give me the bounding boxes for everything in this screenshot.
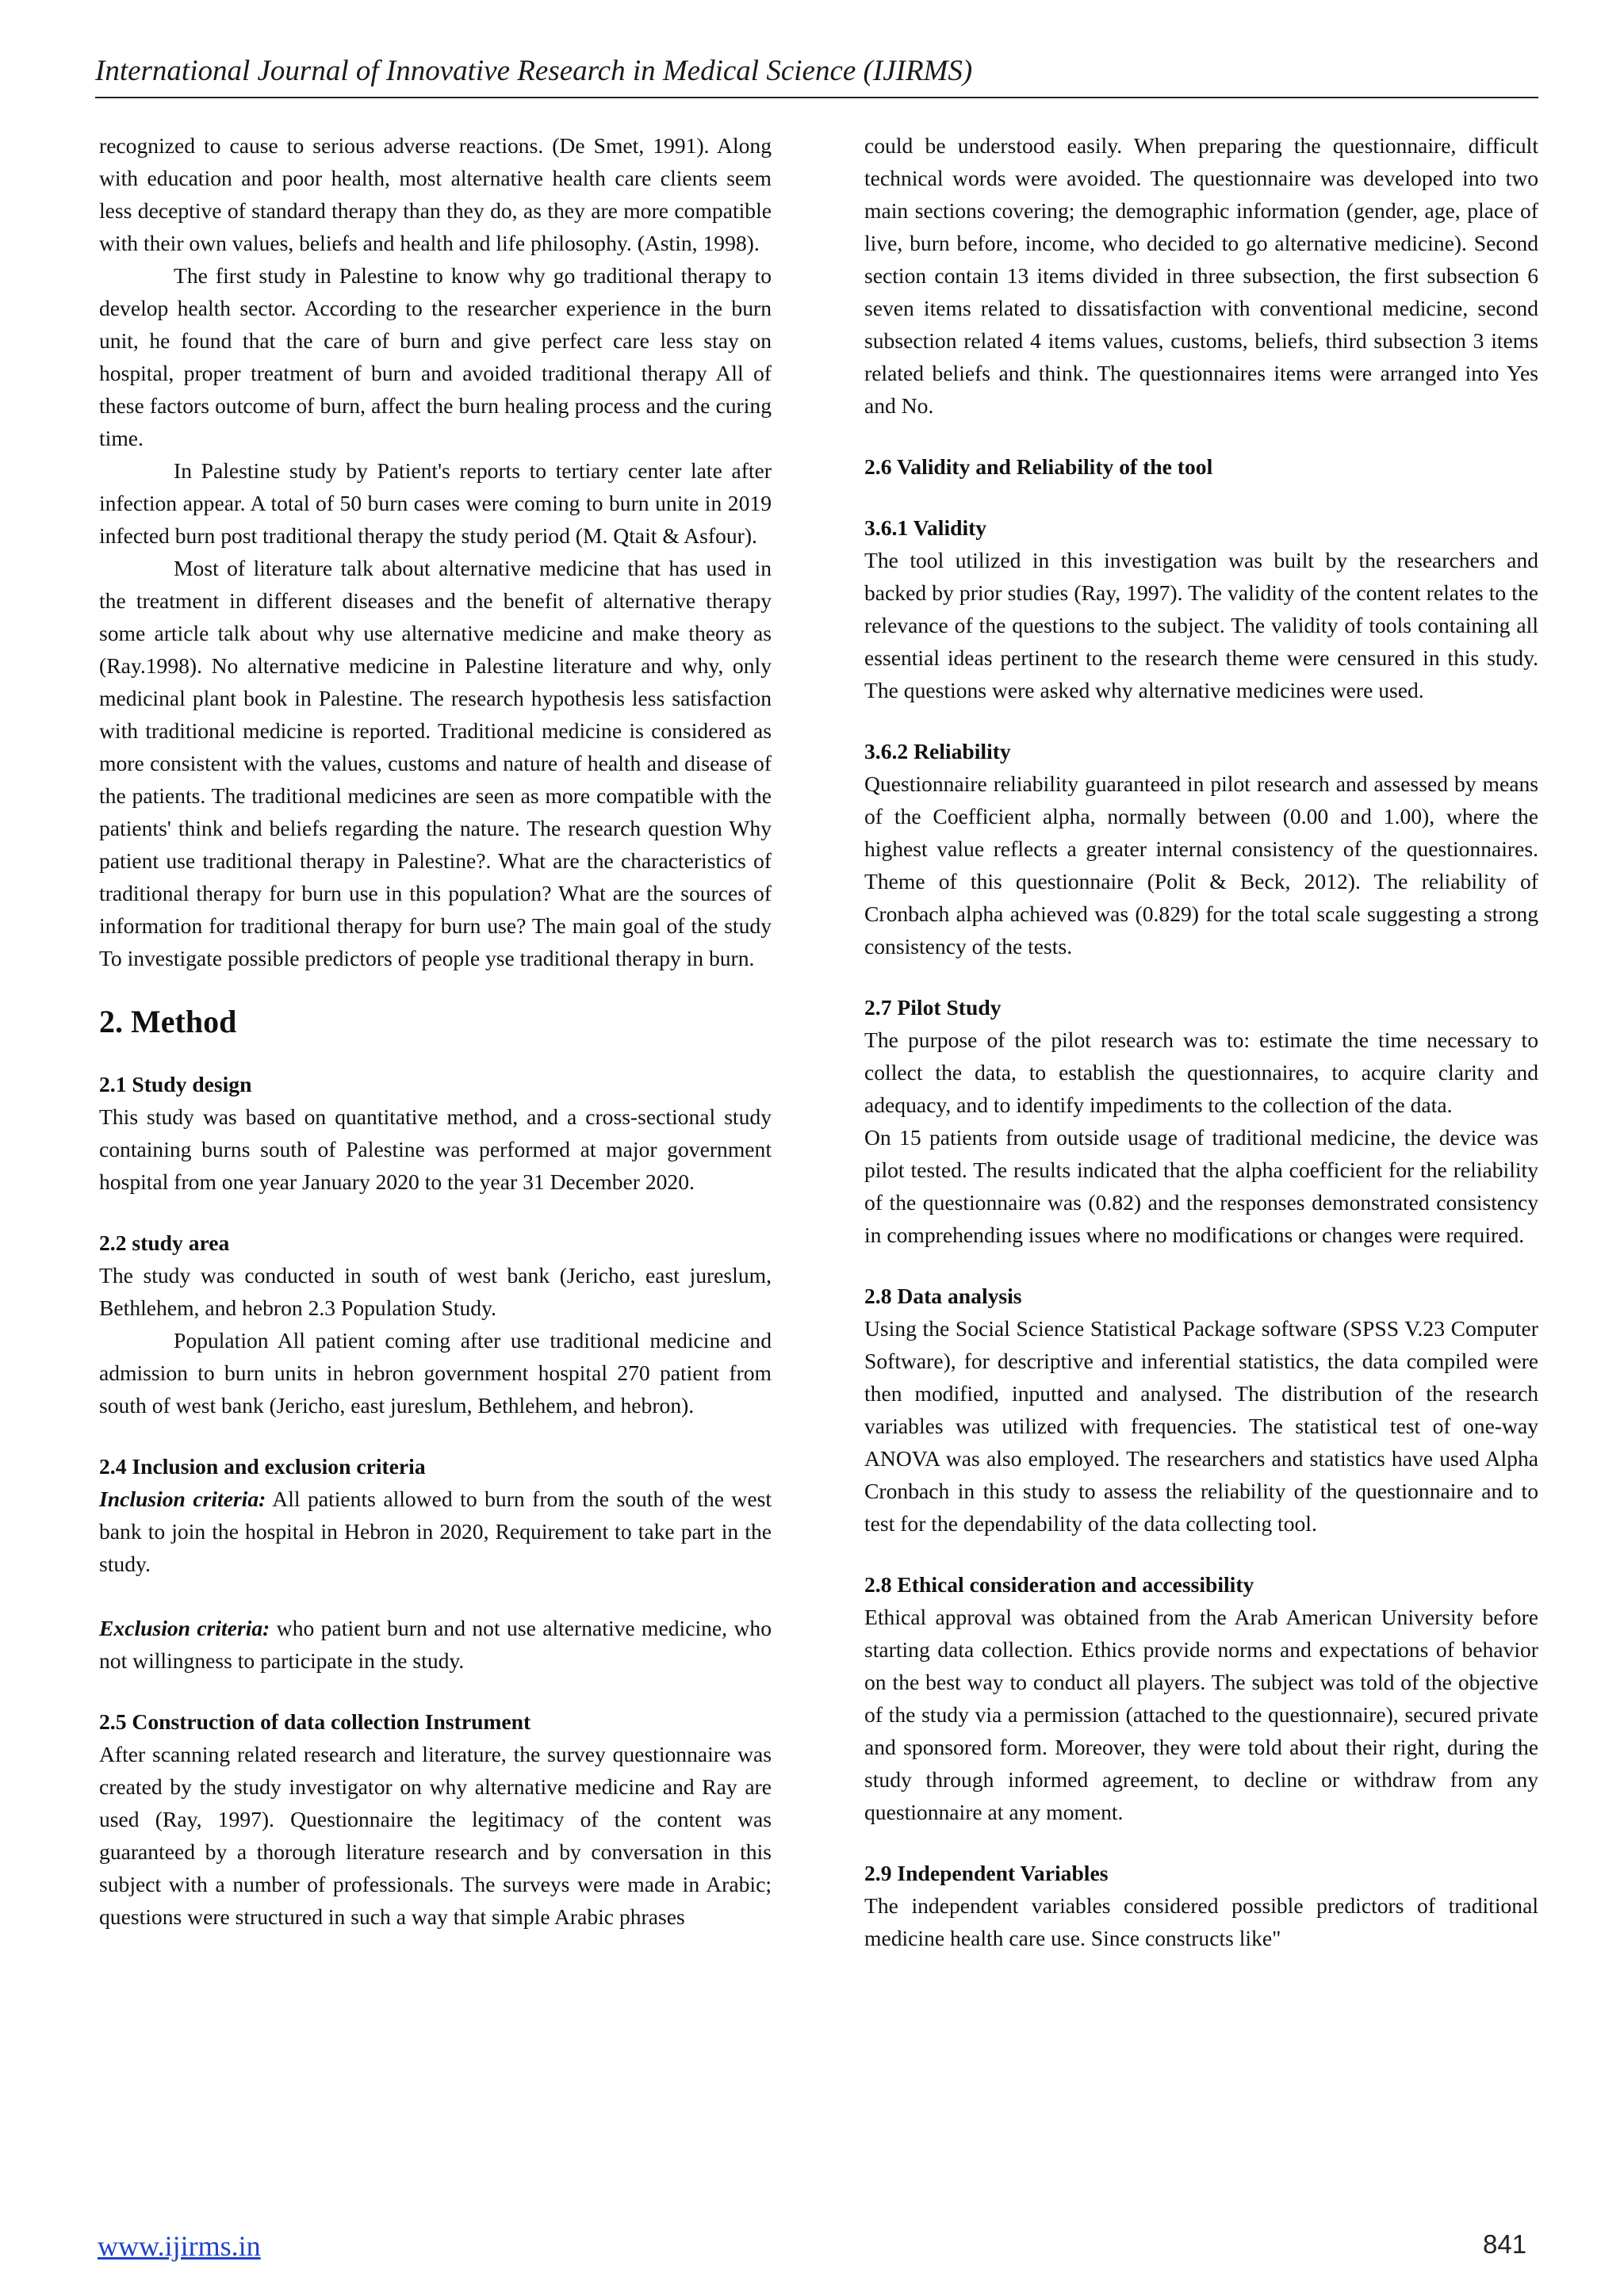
page-number: 841 bbox=[1483, 2229, 1527, 2259]
paragraph: This study was based on quantitative method, and a cross-sectional study containing burns south of Palestine was performed at major government hospital from one year January 2020 to the year 31 December 2020. bbox=[99, 1104, 772, 1194]
subsection-heading-pilot-study: 2.7 Pilot Study bbox=[864, 995, 1002, 1020]
paragraph: could be understood easily. When preparing the questionnaire, difficult technical words were avoided. The questionnaire was developed into two main sections covering; the demographic information (gender, age, place of live, burn before, income, who decided to go alternative medicine). Second section contain 13 items divided in three subsection, the first subsection 6 seven items related to dissatisfaction with conventional medicine, second subsection related 4 items values, customs, beliefs, third subsection 3 items related beliefs and think. The questionnaires items were arranged into Yes and No. bbox=[864, 133, 1538, 418]
subsection-heading-validity-reliability: 2.6 Validity and Reliability of the tool bbox=[864, 454, 1213, 479]
website-link[interactable]: www.ijirms.in bbox=[98, 2230, 261, 2262]
paragraph: Most of literature talk about alternative medicine that has used in the treatment in different diseases and the benefit of alternative therapy some article talk about why use alternative medicine and make theory as (Ray.1998). No alternative medicine in Palestine literature and why, only medicinal plant book in Palestine. The research hypothesis less satisfaction with traditional medicine is reported. Traditional medicine is considered as more consistent with the values, customs and nature of health and disease of the patients. The traditional medicines are seen as more compatible with the patients' think and beliefs regarding the nature. The research question Why patient use traditional therapy in Palestine?. What are the characteristics of traditional therapy for burn use in this population? What are the sources of information for traditional therapy for burn use? The main goal of the study To investigate possible predictors of people yse traditional therapy in burn. bbox=[99, 556, 772, 970]
paragraph: Questionnaire reliability guaranteed in pilot research and assessed by means of the Coefficient alpha, normally between (0.00 and 1.00), where the highest value reflects a greater internal consistency of the questionnaires. Theme of this questionnaire (Polit & Beck, 2012). The reliability of Cronbach alpha achieved was (0.829) for the total scale suggesting a strong consistency of the tests. bbox=[864, 771, 1538, 959]
inclusion-text: All patients allowed to burn from the south of the west bank to join the hospital in Hebron in 2020, Requirement to take part in the study. bbox=[99, 1487, 772, 1576]
section-heading-method: 2. Method bbox=[99, 1004, 237, 1039]
paragraph: Ethical approval was obtained from the Arab American University before starting data collection. Ethics provide norms and expectations of behavior on the best way to conduct all players. The subject was told of the objective of the study via a permission (attached to the questionnaire), secured private and sponsored form. Moreover, they were told about their right, during the study through informed agreement, to decline or withdraw from any questionnaire at any moment. bbox=[864, 1605, 1538, 1824]
exclusion-label: Exclusion criteria: bbox=[99, 1616, 270, 1640]
subsection-heading-ethics: 2.8 Ethical consideration and accessibility bbox=[864, 1572, 1254, 1597]
paragraph: In Palestine study by Patient's reports to tertiary center late after infection appear. A total of 50 burn cases were coming to burn unite in 2019 infected burn post traditional therapy the study period (M. Qtait & Asfour). bbox=[99, 458, 772, 548]
inclusion-label: Inclusion criteria: bbox=[99, 1487, 266, 1511]
running-header bbox=[95, 52, 1538, 98]
left-column bbox=[99, 129, 772, 1933]
subsection-heading-instrument: 2.5 Construction of data collection Instrument bbox=[99, 1709, 531, 1734]
inclusion-criteria bbox=[99, 1483, 772, 1580]
paragraph: The tool utilized in this investigation was built by the researchers and backed by prior studies (Ray, 1997). The validity of the content relates to the relevance of the questions to the subject. The validity of tools containing all essential ideas pertinent to the research theme were censured in this study. The questions were asked why alternative medicines were used. bbox=[864, 548, 1538, 702]
paragraph: Using the Social Science Statistical Package software (SPSS V.23 Computer Software), for descriptive and inferential statistics, the data compiled were then modified, inputted and analysed. The distribution of the research variables was utilized with frequencies. The statistical test of one-way ANOVA was also employed. The researchers and statistics have used Alpha Cronbach in this study to assess the reliability of the questionnaire and to test for the dependability of the data collecting tool. bbox=[864, 1316, 1538, 1536]
exclusion-criteria bbox=[99, 1612, 772, 1677]
paragraph: After scanning related research and literature, the survey questionnaire was created by the study investigator on why alternative medicine and Ray are used (Ray, 1997). Questionnaire the legitimacy of the content was guaranteed by a thorough literature research and by conversation in this subject with a number of professionals. The surveys were made in Arabic; questions were structured in such a way that simple Arabic phrases bbox=[99, 1742, 772, 1929]
paragraph: On 15 patients from outside usage of traditional medicine, the device was pilot tested. The results indicated that the alpha coefficient for the reliability of the questionnaire was (0.82) and the responses demonstrated consistency in comprehending issues where no modifications or changes were required. bbox=[864, 1125, 1538, 1247]
subsection-heading-validity: 3.6.1 Validity bbox=[864, 515, 987, 540]
journal-title: International Journal of Innovative Research in Medical Science (IJIRMS) bbox=[95, 55, 973, 87]
paragraph: recognized to cause to serious adverse reactions. (De Smet, 1991). Along with education and poor health, most alternative health care clients seem less deceptive of standard therapy than they do, as they are more compatible with their own values, beliefs and health and life philosophy. (Astin, 1998). bbox=[99, 133, 772, 255]
exclusion-text: who patient burn and not use alternative medicine, who not willingness to participate in the study. bbox=[99, 1616, 772, 1673]
paragraph: The first study in Palestine to know why go traditional therapy to develop health sector. According to the researcher experience in the burn unit, he found that the care of burn and give perfect care less stay on hospital, proper treatment of burn and avoided traditional therapy All of these factors outcome of burn, affect the burn healing process and the curing time. bbox=[99, 263, 772, 450]
subsection-heading-study-area: 2.2 study area bbox=[99, 1230, 230, 1255]
subsection-heading-criteria: 2.4 Inclusion and exclusion criteria bbox=[99, 1454, 426, 1479]
paragraph: The study was conducted in south of west bank (Jericho, east jureslum, Bethlehem, and hebron 2.3 Population Study. bbox=[99, 1263, 772, 1320]
paragraph: Population All patient coming after use traditional medicine and admission to burn units in hebron government hospital 270 patient from south of west bank (Jericho, east jureslum, Bethlehem, and hebron). bbox=[99, 1328, 772, 1418]
paragraph: The independent variables considered possible predictors of traditional medicine health care use. Since constructs like" bbox=[864, 1893, 1538, 1950]
right-column bbox=[864, 129, 1538, 1954]
subsection-heading-reliability: 3.6.2 Reliability bbox=[864, 739, 1011, 763]
subsection-heading-independent-variables: 2.9 Independent Variables bbox=[864, 1861, 1109, 1885]
subsection-heading-study-design: 2.1 Study design bbox=[99, 1072, 252, 1096]
subsection-heading-data-analysis: 2.8 Data analysis bbox=[864, 1284, 1022, 1308]
paragraph: The purpose of the pilot research was to: estimate the time necessary to collect the data, to establish the questionnaires, to acquire clarity and adequacy, and to identify impediments to the collection of the data. bbox=[864, 1027, 1538, 1117]
